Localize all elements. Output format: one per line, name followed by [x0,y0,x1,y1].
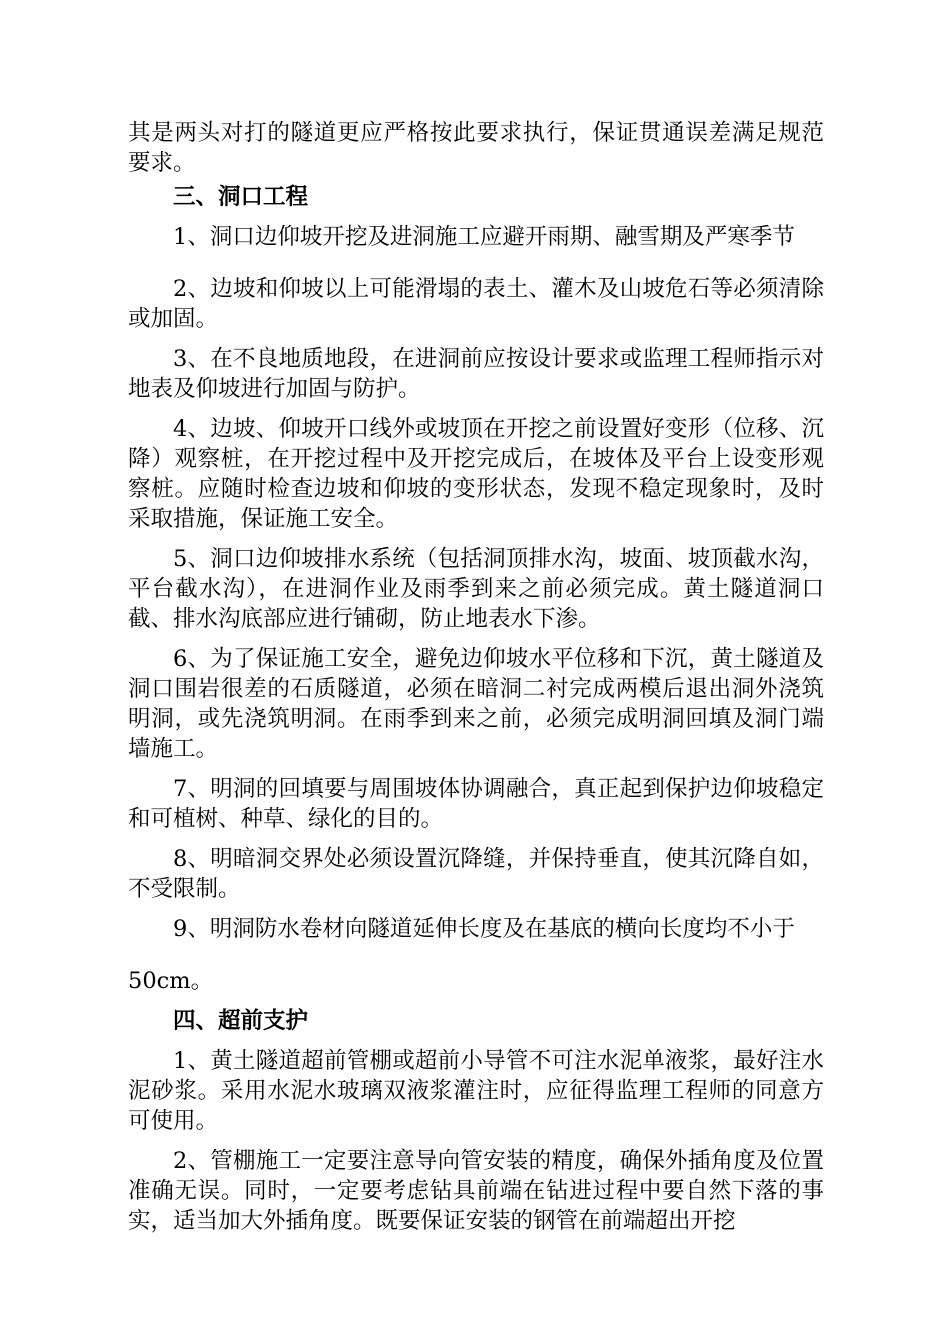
paragraph-item-3: 3、在不良地质地段，在进洞前应按设计要求或监理工程师指示对地表及仰坡进行加固与防护。 [128,346,824,402]
paragraph-item-4: 4、边坡、仰坡开口线外或坡顶在开挖之前设置好变形（位移、沉降）观察桩，在开挖过程中及开挖完成后，在坡体及平台上设变形观察桩。应随时检查边坡和仰坡的变形状态，发现不稳定现象时，及时采取措施，保证施工安全。 [128,416,824,532]
document-page [128,118,824,1236]
section-heading-portal-works: 三、洞口工程 [173,184,309,210]
paragraph-item-9-end: 50cm。 [128,968,214,994]
paragraph-item-1: 1、洞口边仰坡开挖及进洞施工应避开雨期、融雪期及严寒季节 [173,224,795,250]
paragraph-continuation: 其是两头对打的隧道更应严格按此要求执行，保证贯通误差满足规范要求。 [128,120,824,176]
paragraph-item-8: 8、明暗洞交界处必须设置沉降缝，并保持垂直，使其沉降自如，不受限制。 [128,846,824,902]
paragraph-item-6: 6、为了保证施工安全，避免边仰坡水平位移和下沉，黄土隧道及洞口围岩很差的石质隧道，必须在暗洞二衬完成两模后退出洞外浇筑明洞，或先浇筑明洞。在雨季到来之前，必须完成明洞回填及洞门端墙施工。 [128,646,824,762]
paragraph-item-7: 7、明洞的回填要与周围坡体协调融合，真正起到保护边仰坡稳定和可植树、种草、绿化的目的。 [128,776,824,832]
paragraph-item-2: 2、边坡和仰坡以上可能滑塌的表土、灌木及山坡危石等必须清除或加固。 [128,276,824,332]
section-heading-advance-support: 四、超前支护 [173,1008,309,1034]
paragraph-support-item-2: 2、管棚施工一定要注意导向管安装的精度，确保外插角度及位置准确无误。同时，一定要考虑钻具前端在钻进过程中要自然下落的事实，适当加大外插角度。既要保证安装的钢管在前端超出开挖 [128,1148,824,1234]
paragraph-item-9: 9、明洞防水卷材向隧道延伸长度及在基底的横向长度均不小于 [173,916,795,942]
paragraph-support-item-1: 1、黄土隧道超前管棚或超前小导管不可注水泥单液浆，最好注水泥砂浆。采用水泥水玻璃双液浆灌注时，应征得监理工程师的同意方可使用。 [128,1048,824,1134]
paragraph-item-5: 5、洞口边仰坡排水系统（包括洞顶排水沟，坡面、坡顶截水沟，平台截水沟），在进洞作业及雨季到来之前必须完成。黄土隧道洞口截、排水沟底部应进行铺砌，防止地表水下渗。 [128,546,824,632]
